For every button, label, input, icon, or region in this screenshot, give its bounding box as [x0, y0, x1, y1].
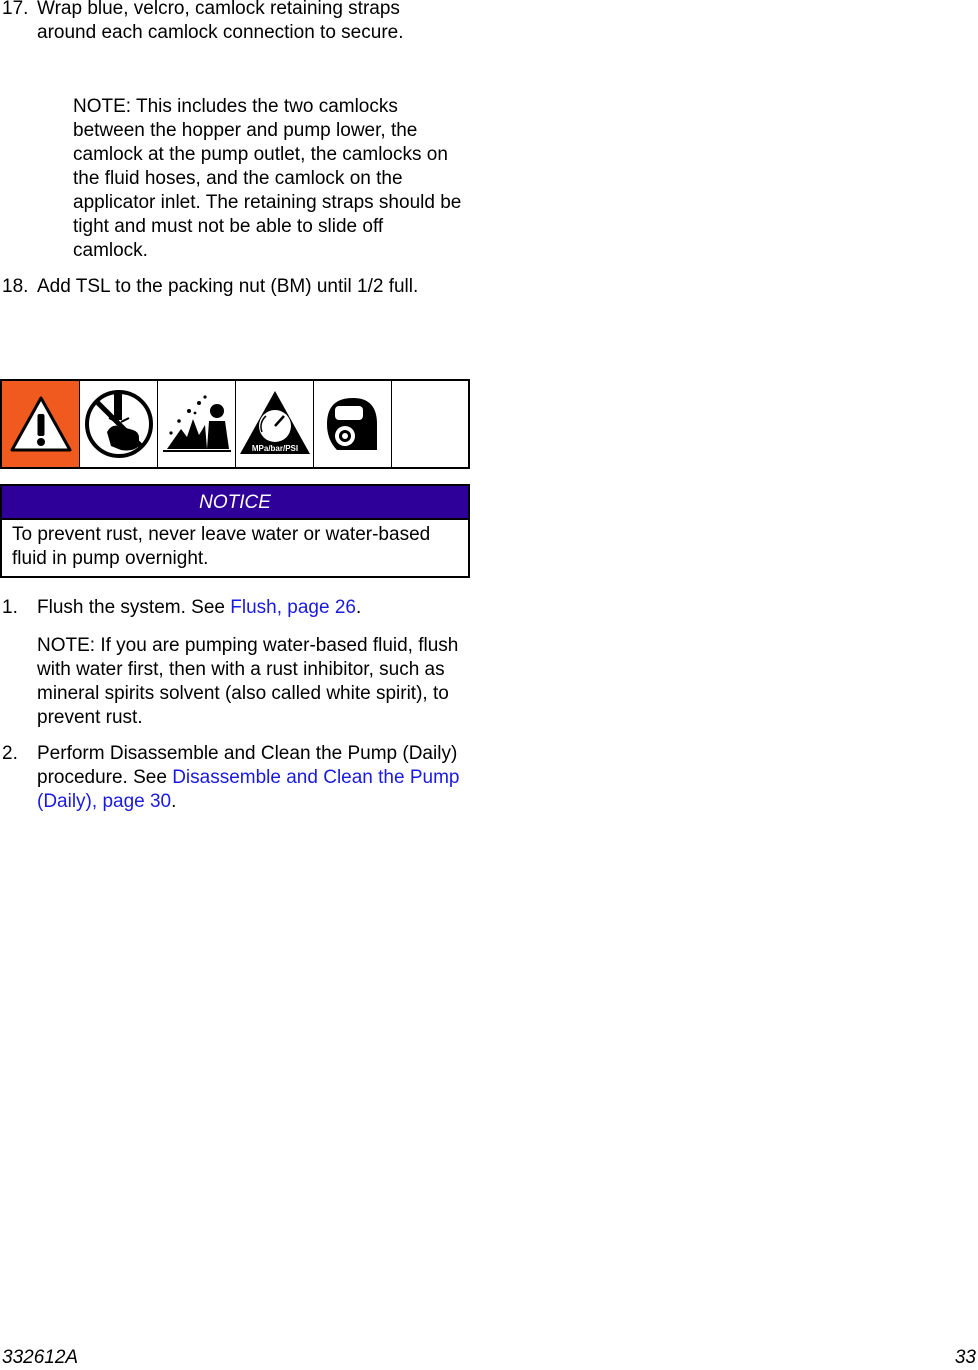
- step-number: 18.: [2, 276, 29, 297]
- step-number: 2.: [2, 743, 18, 764]
- warning-triangle-icon: [2, 381, 80, 467]
- step-text-lead: Perform Disassemble and Clean the Pump (Daily) procedure. See: [37, 743, 458, 788]
- notice-title: NOTICE: [2, 486, 468, 520]
- step-text-end: .: [171, 791, 177, 812]
- empty-icon-cell: [392, 381, 468, 467]
- note-label: NOTE: [73, 96, 126, 117]
- disassemble-clean-page-link[interactable]: Disassemble and Clean the Pump (Daily), page 30: [37, 767, 460, 812]
- page-number: 33: [954, 1347, 976, 1368]
- note-text: : This includes the two camlocks between the hopper and pump lower, the camlock at the pump outlet, the camlocks on the fluid hoses, and the camlock on the applicator inlet. The retaining straps should be tight and must not be able to slide off camlock.: [73, 96, 462, 261]
- pressure-gauge-icon: [236, 381, 314, 467]
- flush-page-link[interactable]: Flush, page 26: [230, 597, 356, 618]
- splash-hazard-icon: [158, 381, 236, 467]
- notice-box: [0, 484, 470, 578]
- step-text: [37, 742, 467, 814]
- note-rust-inhibitor: [37, 634, 467, 730]
- step-text-end: .: [355, 597, 362, 618]
- note-camlocks: [73, 95, 463, 263]
- pressure-unit-label: MPa/bar/PSI: [251, 444, 298, 453]
- notice-text: To prevent rust, never leave water or water-based fluid in pump overnight.: [12, 524, 431, 569]
- step-text: [37, 596, 467, 620]
- note-text: : If you are pumping water-based fluid, flush with water first, then with a rust inhibitor, such as mineral spirits solvent (also called white spirit), to prevent rust.: [37, 635, 459, 728]
- step-number: 17.: [2, 0, 29, 19]
- hazard-icon-strip: [0, 379, 470, 469]
- document-id: 332612A: [2, 1347, 79, 1368]
- step-text: Add TSL to the packing nut (BM) until 1/2 full.: [37, 276, 419, 297]
- face-shield-respirator-icon: [314, 381, 392, 467]
- step-text-lead: Flush the system. See: [37, 597, 231, 618]
- step-text: Wrap blue, velcro, camlock retaining straps around each camlock connection to secure.: [37, 0, 404, 43]
- note-label: NOTE: [37, 635, 90, 656]
- step-number: 1.: [2, 597, 18, 618]
- no-hand-injection-icon: [80, 381, 158, 467]
